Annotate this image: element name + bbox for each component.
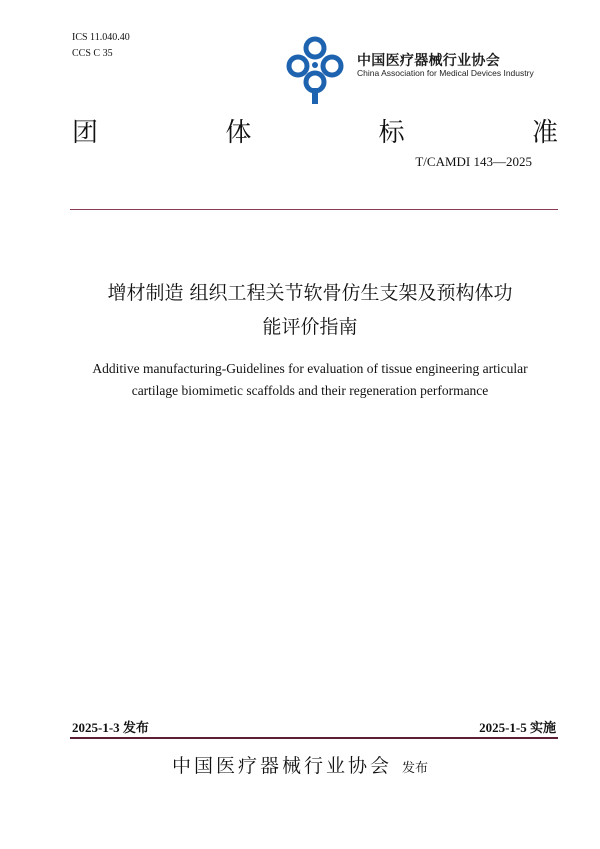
classification-codes xyxy=(72,30,130,62)
top-divider xyxy=(70,209,558,210)
title-cn-line: 增材制造 组织工程关节软骨仿生支架及预构体功 xyxy=(107,282,513,304)
camdi-logo-icon xyxy=(281,32,349,104)
ccs-code: CCS C 35 xyxy=(72,48,113,59)
standard-type xyxy=(72,112,558,149)
title-en-line: Additive manufacturing-Guidelines for evaluation of tissue engineering articular xyxy=(92,361,528,376)
org-name-cn: 中国医疗器械行业协会 xyxy=(357,53,500,69)
bottom-divider xyxy=(70,737,558,739)
publisher xyxy=(0,751,600,778)
publisher-action: 发布 xyxy=(402,761,429,776)
standard-type-char: 标 xyxy=(378,118,405,148)
ics-code: ICS 11.040.40 xyxy=(72,32,130,43)
issue-date: 2025-1-3 发布 xyxy=(72,720,149,735)
standard-number: T/CAMDI 143—2025 xyxy=(415,154,532,169)
standard-type-char: 体 xyxy=(225,118,252,148)
title-cn-line: 能评价指南 xyxy=(262,316,358,338)
org-name-en: China Association for Medical Devices Industry xyxy=(357,68,534,78)
publisher-name: 中国医疗器械行业协会 xyxy=(171,755,392,777)
title-en-line: cartilage biomimetic scaffolds and their regeneration performance xyxy=(131,383,489,398)
standard-type-char: 团 xyxy=(72,118,99,148)
implementation-date: 2025-1-5 实施 xyxy=(479,720,556,735)
title-cn xyxy=(60,276,560,344)
standard-type-char: 准 xyxy=(531,118,558,148)
title-en xyxy=(60,358,560,402)
